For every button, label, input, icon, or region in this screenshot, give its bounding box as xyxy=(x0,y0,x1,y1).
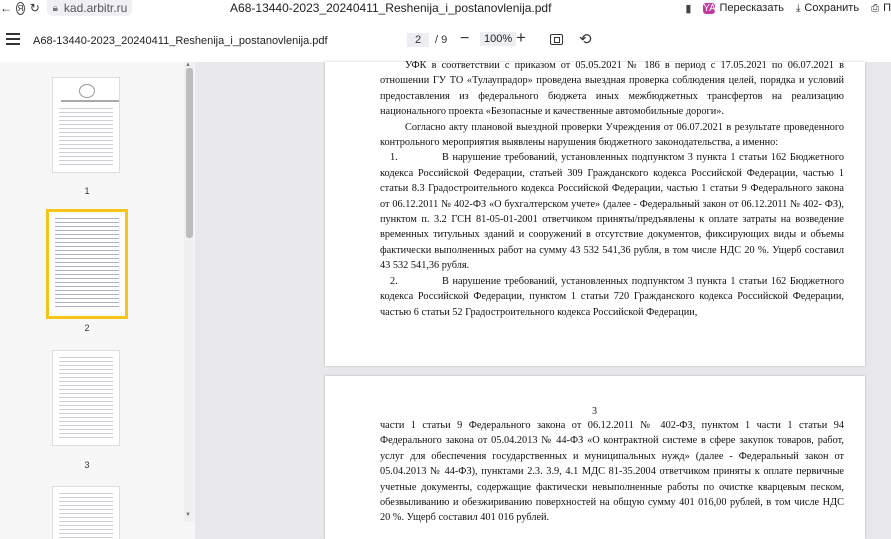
sidebar-scroll-thumb[interactable] xyxy=(186,68,193,238)
fit-page-icon[interactable] xyxy=(550,34,563,45)
pdf-page-2 xyxy=(325,62,865,366)
page-number: 3 xyxy=(592,406,597,417)
save-button[interactable]: ⤓ Сохранить xyxy=(795,2,860,14)
bookmark-icon[interactable]: ▮ xyxy=(685,2,692,15)
list-item-number: 2. xyxy=(390,275,398,287)
coat-of-arms-icon xyxy=(79,84,95,98)
paragraph: УФК в соответствии с приказом от 05.05.2021 № 186 в период с 17.05.2021 по 06.07.2021 в отношении ГУ ТО «Тулаупрадор» проведена выездная проверка соблюдения целей, порядка и условий предоставления из федерального бюджета иных межбюджетных трансфертов на реализацию национального проекта «Безопасные и качественные автомобильные дороги». xyxy=(380,60,844,118)
thumbnail-label: 2 xyxy=(84,323,90,333)
page-title: А68-13440-2023_20240411_Reshenija_i_postanovlenija.pdf xyxy=(230,1,552,15)
rotate-icon[interactable]: ⟲ xyxy=(579,31,592,48)
pdf-toolbar xyxy=(0,16,891,62)
back-arrow-icon[interactable]: ← xyxy=(0,1,12,15)
list-item-text: В нарушение требований, установленных подпунктом 3 пункта 1 статьи 162 Бюджетного кодекса Российской Федерации, статьей 309 Гражданского кодекса Российской Федерации, частью 1 статьи 8.3 Градостроительного кодекса Российской Федерации, частью 1 статьи 9 Федерального закона от 06.12.2011 № 402-ФЗ «О бухгалтерском учете» (далее - Федеральный закон от 06.12.2011 № 402- ФЗ), пунктом п. 3.2 ГСН 81-05-01-2001 ответчиком приняты/предъявлены к оплате затраты на возведение временных титульных зданий и сооружений в отсутствие документов, фиксирующих виды и объемы фактически выполненных работ на сумму 43 532 541,36 рубля, в том числе НДС 20 %. Ущерб составил 43 532 541,36 рубля. xyxy=(380,152,844,272)
list-item-text: В нарушение требований, установленных подпунктом 3 пункта 1 статьи 162 Бюджетного кодекса Российской Федерации, пунктом 1 статьи 720 Гражданского кодекса Российской Федерации, частью 6 статьи 52 Градостроительного кодекса Российской Федерации, xyxy=(380,275,844,318)
thumbnail-page-4[interactable] xyxy=(52,486,120,539)
thumbnail-page-3[interactable] xyxy=(52,350,120,446)
address-bar[interactable] xyxy=(47,0,132,16)
print-button[interactable]: ⎙ П xyxy=(871,2,891,14)
lock-icon: 🔒︎ xyxy=(52,2,58,14)
current-page-input[interactable]: 2 xyxy=(407,33,429,47)
menu-icon[interactable] xyxy=(6,33,20,45)
page-2-text xyxy=(380,58,844,320)
list-item xyxy=(380,274,844,320)
reload-icon[interactable]: ↻ xyxy=(29,1,40,15)
retell-button[interactable]: YA Пересказать xyxy=(703,2,784,14)
zoom-out-button[interactable]: − xyxy=(460,30,470,47)
download-icon: ⤓ xyxy=(795,2,801,14)
paragraph: части 1 статьи 9 Федерального закона от 06.12.2011 № 402-ФЗ, пунктом 1 части 1 статьи 94 Федерального закона от 05.04.2013 № 44-ФЗ «О контрактной системе в сфере закупок товаров, работ, услуг для обеспечения государственных и муниципальных нужд» (далее - Федеральный закон от 05.04.2013 № 44-ФЗ), пунктами 2.3. 3.9, 4.1 МДС 81-35.2004 ответчиком приняты к оплате первичные учетные документы, содержащие фактически невыполненные работы по очистке кварцевым песком, обезвыливанию и обезжириванию поверхностей на общую сумму 401 016,00 рублей, в том числе НДС 20 %. Ущерб составил 401 016 рублей. xyxy=(380,420,844,524)
list-item xyxy=(380,150,844,273)
zoom-level-input[interactable]: 100% xyxy=(480,32,516,46)
url-text: kad.arbitr.ru xyxy=(63,1,128,15)
print-icon: ⎙ xyxy=(871,2,880,14)
document-viewer[interactable] xyxy=(195,62,891,539)
list-item-number: 1. xyxy=(390,152,398,164)
retell-icon: YA xyxy=(703,2,716,14)
browser-bar xyxy=(0,0,891,16)
thumbnail-page-1[interactable] xyxy=(52,77,120,173)
thumbnail-label: 1 xyxy=(84,186,90,196)
thumbnail-page-2[interactable] xyxy=(46,209,128,319)
thumbnail-label: 3 xyxy=(84,460,90,470)
paragraph: Согласно акту плановой выездной проверки Учреждения от 06.07.2021 в результате проведенного контрольного мероприятия выявлены нарушения бюджетного законодательства, а именно: xyxy=(380,121,844,149)
thumbnail-sidebar xyxy=(0,62,195,539)
scroll-up-arrow-icon[interactable]: ▲ xyxy=(185,62,191,68)
scroll-down-arrow-icon[interactable]: ▼ xyxy=(185,512,191,518)
page-3-text xyxy=(380,418,844,526)
page-indicator xyxy=(407,33,447,47)
yandex-icon[interactable]: Я xyxy=(17,3,24,13)
document-title: A68-13440-2023_20240411_Reshenija_i_postanovlenija.pdf xyxy=(33,35,328,47)
pdf-page-3 xyxy=(325,376,865,539)
zoom-in-button[interactable]: + xyxy=(516,28,526,47)
total-pages: / 9 xyxy=(435,34,448,46)
